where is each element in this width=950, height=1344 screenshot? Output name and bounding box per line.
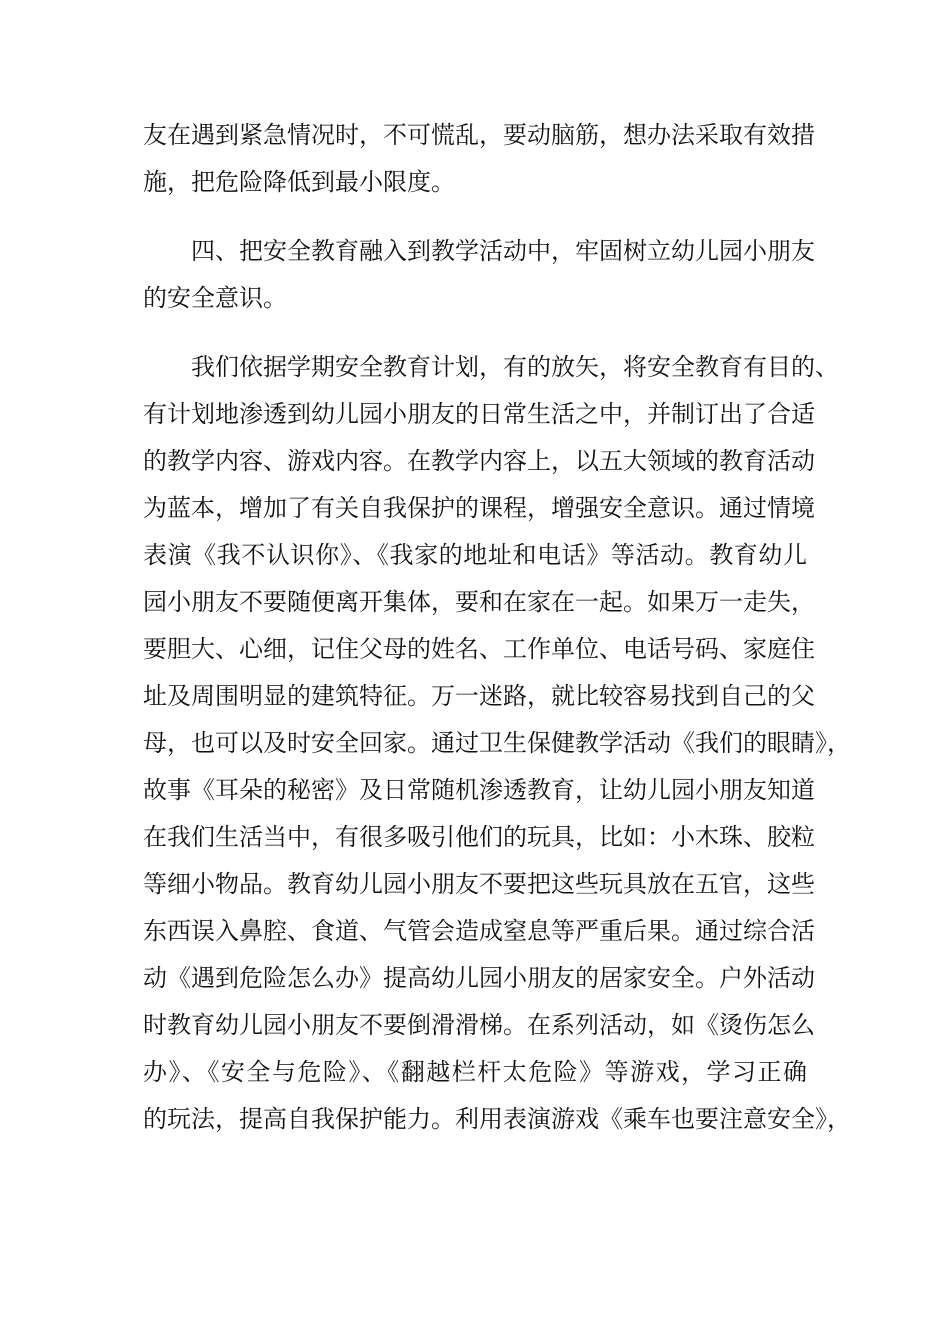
paragraph-line: 址及周围明显的建筑特征。万一迷路，就比较容易找到自己的父 bbox=[143, 682, 815, 710]
paragraph-line: 动《遇到危险怎么办》提高幼儿园小朋友的居家安全。户外活动 bbox=[143, 964, 815, 992]
paragraph-line: 的教学内容、游戏内容。在教学内容上，以五大领域的教育活动 bbox=[143, 447, 815, 475]
paragraph-line: 我们依据学期安全教育计划，有的放矢，将安全教育有目的、 bbox=[191, 353, 839, 381]
paragraph-line: 时教育幼儿园小朋友不要倒滑滑梯。在系列活动，如《烫伤怎么 bbox=[143, 1011, 815, 1039]
body-paragraph bbox=[143, 344, 851, 1143]
paragraph-line: 母，也可以及时安全回家。通过卫生保健教学活动《我们的眼睛》， bbox=[143, 729, 851, 757]
paragraph-line: 办》、《安全与危险》、《翻越栏杆太危险》等游戏，学习正确 bbox=[143, 1058, 807, 1086]
paragraph-line: 为蓝本，增加了有关自我保护的课程，增强安全意识。通过情境 bbox=[143, 494, 815, 522]
paragraph-line: 要胆大、心细，记住父母的姓名、工作单位、电话号码、家庭住 bbox=[143, 635, 815, 663]
paragraph-line: 在我们生活当中，有很多吸引他们的玩具，比如：小木珠、胶粒 bbox=[143, 823, 815, 851]
paragraph-line: 友在遇到紧急情况时，不可慌乱，要动脑筋，想办法采取有效措 bbox=[143, 121, 815, 149]
paragraph-line: 东西误入鼻腔、食道、气管会造成窒息等严重后果。通过综合活 bbox=[143, 917, 815, 945]
paragraph-line: 的安全意识。 bbox=[143, 284, 287, 312]
paragraph-line: 的玩法，提高自我保护能力。利用表演游戏《乘车也要注意安全》， bbox=[143, 1105, 851, 1133]
paragraph-line: 园小朋友不要随便离开集体，要和在家在一起。如果万一走失， bbox=[143, 588, 815, 616]
paragraph-line: 表演《我不认识你》、《我家的地址和电话》等活动。教育幼儿 bbox=[143, 541, 807, 569]
section-heading-paragraph bbox=[143, 228, 815, 322]
paragraph-continuation bbox=[143, 112, 815, 206]
paragraph-line: 四、把安全教育融入到教学活动中，牢固树立幼儿园小朋友 bbox=[191, 237, 815, 265]
paragraph-line: 有计划地渗透到幼儿园小朋友的日常生活之中，并制订出了合适 bbox=[143, 400, 815, 428]
paragraph-line: 等细小物品。教育幼儿园小朋友不要把这些玩具放在五官，这些 bbox=[143, 870, 815, 898]
paragraph-line: 施，把危险降低到最小限度。 bbox=[143, 168, 455, 196]
paragraph-line: 故事《耳朵的秘密》及日常随机渗透教育，让幼儿园小朋友知道 bbox=[143, 776, 815, 804]
